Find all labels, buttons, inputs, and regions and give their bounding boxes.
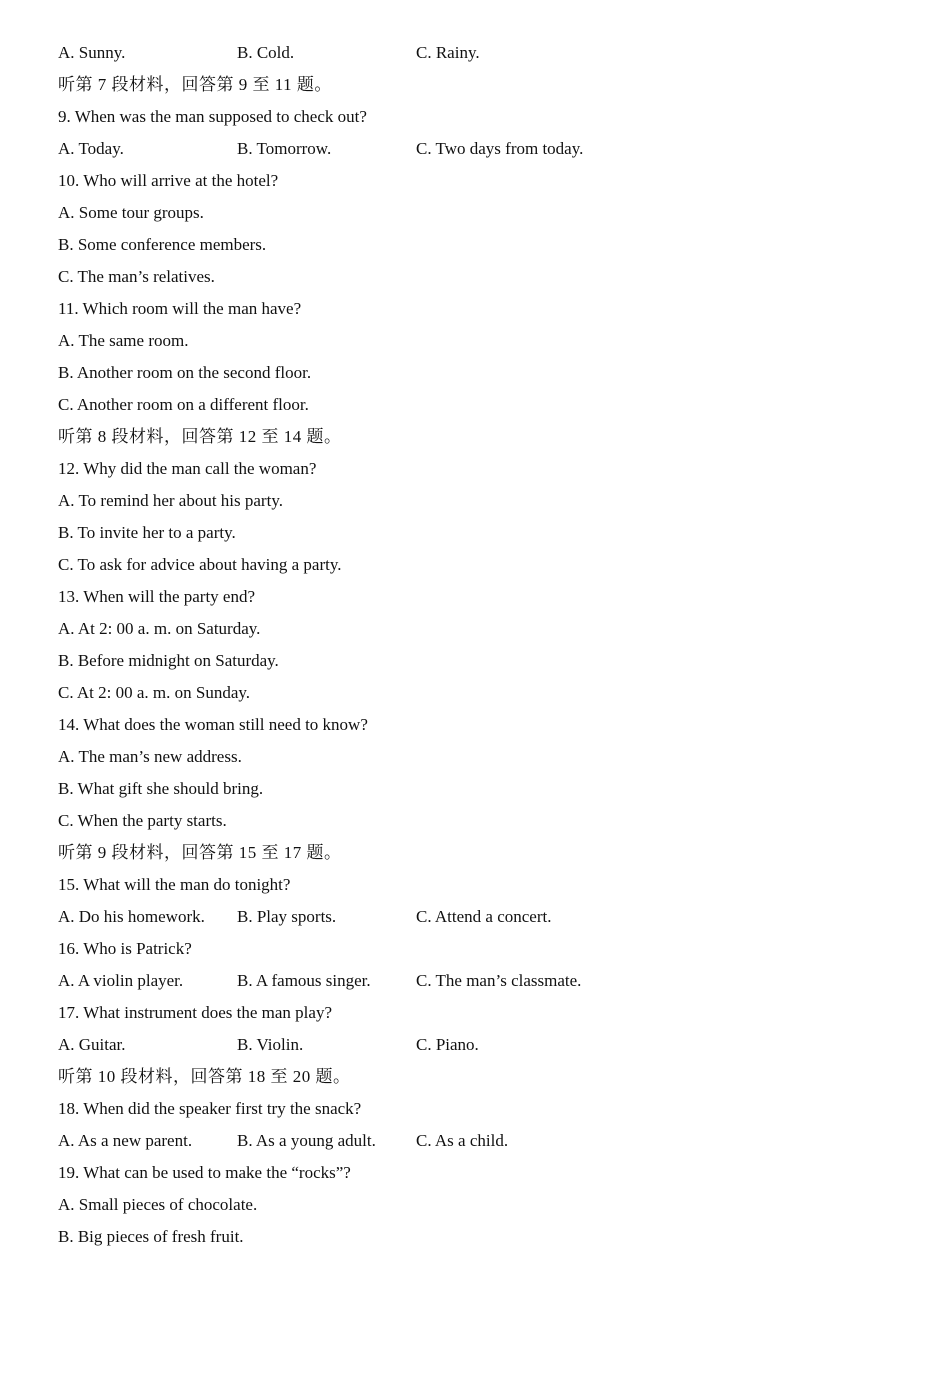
option-c: C. Rainy.	[416, 43, 480, 62]
option-a: A. A violin player.	[58, 971, 184, 990]
option-line: A. Small pieces of chocolate.	[58, 1195, 258, 1214]
option-a: A. Sunny.	[58, 43, 126, 62]
option-b: B. Cold.	[237, 43, 295, 62]
option-b: B. Violin.	[237, 1035, 304, 1054]
option-line: A. To remind her about his party.	[58, 491, 283, 510]
option-line: A. At 2: 00 a. m. on Saturday.	[58, 619, 261, 638]
options-row	[58, 133, 878, 165]
question-text: 9. When was the man supposed to check out?	[58, 107, 367, 126]
question-text: 18. When did the speaker first try the snack?	[58, 1099, 362, 1118]
section-heading: 听第 7 段材料，回答第 9 至 11 题。	[58, 75, 332, 94]
question-text: 11. Which room will the man have?	[58, 299, 302, 318]
section-heading: 听第 8 段材料，回答第 12 至 14 题。	[58, 427, 342, 446]
option-line: B. To invite her to a party.	[58, 523, 236, 542]
options-row	[58, 1029, 878, 1061]
option-line: B. Big pieces of fresh fruit.	[58, 1227, 244, 1246]
question-text: 13. When will the party end?	[58, 587, 256, 606]
options-row	[58, 901, 878, 933]
question-text: 17. What instrument does the man play?	[58, 1003, 332, 1022]
option-a: A. As a new parent.	[58, 1131, 193, 1150]
question-text: 15. What will the man do tonight?	[58, 875, 291, 894]
option-line: C. At 2: 00 a. m. on Sunday.	[58, 683, 251, 702]
option-b: B. As a young adult.	[237, 1131, 376, 1150]
option-c: C. Two days from today.	[416, 139, 584, 158]
option-c: C. The man’s classmate.	[416, 971, 582, 990]
section-heading: 听第 10 段材料，回答第 18 至 20 题。	[58, 1067, 351, 1086]
option-b: B. Play sports.	[237, 907, 337, 926]
exam-content	[58, 37, 878, 1253]
option-line: A. The same room.	[58, 331, 189, 350]
option-b: B. A famous singer.	[237, 971, 371, 990]
question-text: 19. What can be used to make the “rocks”?	[58, 1163, 351, 1182]
option-line: C. Another room on a different floor.	[58, 395, 309, 414]
option-a: A. Do his homework.	[58, 907, 205, 926]
question-text: 14. What does the woman still need to know?	[58, 715, 368, 734]
options-row	[58, 37, 878, 69]
option-line: B. What gift she should bring.	[58, 779, 264, 798]
option-a: A. Today.	[58, 139, 124, 158]
option-c: C. Piano.	[416, 1035, 479, 1054]
question-text: 12. Why did the man call the woman?	[58, 459, 317, 478]
option-line: C. To ask for advice about having a party.	[58, 555, 342, 574]
option-line: A. Some tour groups.	[58, 203, 204, 222]
option-line: A. The man’s new address.	[58, 747, 242, 766]
question-text: 10. Who will arrive at the hotel?	[58, 171, 279, 190]
option-line: B. Some conference members.	[58, 235, 267, 254]
option-line: B. Before midnight on Saturday.	[58, 651, 279, 670]
options-row	[58, 965, 878, 997]
option-c: C. Attend a concert.	[416, 907, 552, 926]
options-row	[58, 1125, 878, 1157]
section-heading: 听第 9 段材料，回答第 15 至 17 题。	[58, 843, 342, 862]
option-line: C. The man’s relatives.	[58, 267, 215, 286]
question-text: 16. Who is Patrick?	[58, 939, 192, 958]
option-b: B. Tomorrow.	[237, 139, 332, 158]
option-c: C. As a child.	[416, 1131, 509, 1150]
option-a: A. Guitar.	[58, 1035, 126, 1054]
option-line: C. When the party starts.	[58, 811, 227, 830]
option-line: B. Another room on the second floor.	[58, 363, 312, 382]
